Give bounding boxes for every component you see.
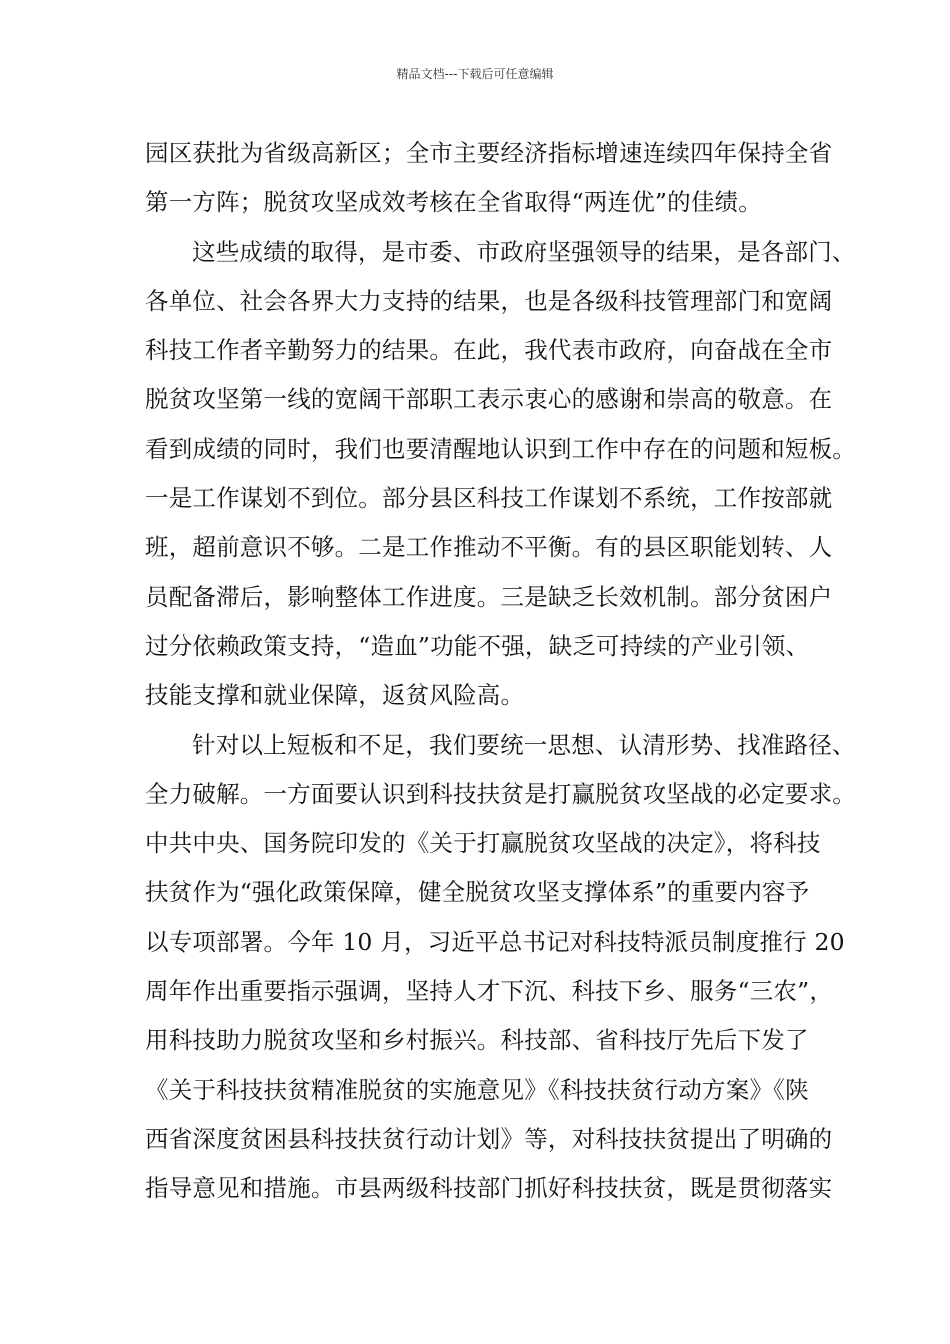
text-line: 以专项部署。今年 10 月，习近平总书记对科技特派员制度推行 20 — [145, 927, 845, 956]
page-header: 精品文档---下载后可任意编辑 — [396, 67, 554, 81]
text-line: 科技工作者辛勤努力的结果。在此，我代表市政府，向奋战在全市 — [145, 336, 833, 365]
text-line: 员配备滞后，影响整体工作进度。三是缺乏长效机制。部分贫困户 — [145, 582, 833, 611]
text-line: 中共中央、国务院印发的《关于打赢脱贫攻坚战的决定》，将科技 — [145, 829, 821, 858]
text-line: 用科技助力脱贫攻坚和乡村振兴。科技部、省科技厅先后下发了 — [145, 1026, 809, 1055]
text-line: 班，超前意识不够。二是工作推动不平衡。有的县区职能划转、人 — [145, 533, 833, 562]
text-line: 西省深度贫困县科技扶贫行动计划》等，对科技扶贫提出了明确的 — [145, 1124, 833, 1153]
paragraph-first-line: 这些成绩的取得，是市委、市政府坚强领导的结果，是各部门、 — [192, 237, 856, 266]
text-line: 看到成绩的同时，我们也要清醒地认识到工作中存在的问题和短板。 — [145, 434, 856, 463]
text-line: 指导意见和措施。市县两级科技部门抓好科技扶贫，既是贯彻落实 — [145, 1174, 833, 1203]
text-line: 《关于科技扶贫精准脱贫的实施意见》《科技扶贫行动方案》《陕 — [145, 1075, 809, 1104]
text-line: 脱贫攻坚第一线的宽阔干部职工表示衷心的感谢和崇高的敬意。在 — [145, 385, 833, 414]
text-line: 周年作出重要指示强调，坚持人才下沉、科技下乡、服务“三农”， — [145, 977, 834, 1006]
paragraph-first-line: 针对以上短板和不足，我们要统一思想、认清形势、找准路径、 — [192, 730, 856, 759]
document-body — [145, 134, 856, 1219]
text-line: 园区获批为省级高新区；全市主要经济指标增速连续四年保持全省 — [145, 139, 833, 167]
text-line: 第一方阵；脱贫攻坚成效考核在全省取得“两连优”的佳绩。 — [145, 188, 762, 217]
text-line: 一是工作谋划不到位。部分县区科技工作谋划不系统，工作按部就 — [145, 484, 833, 513]
text-line: 技能支撑和就业保障，返贫风险高。 — [145, 681, 525, 710]
text-line: 过分依赖政策支持，“造血”功能不强，缺乏可持续的产业引领、 — [145, 631, 810, 660]
text-line: 各单位、社会各界大力支持的结果，也是各级科技管理部门和宽阔 — [145, 286, 833, 315]
text-line: 扶贫作为“强化政策保障，健全脱贫攻坚支撑体系”的重要内容予 — [145, 878, 810, 907]
text-line: 全力破解。一方面要认识到科技扶贫是打赢脱贫攻坚战的必定要求。 — [145, 779, 856, 808]
